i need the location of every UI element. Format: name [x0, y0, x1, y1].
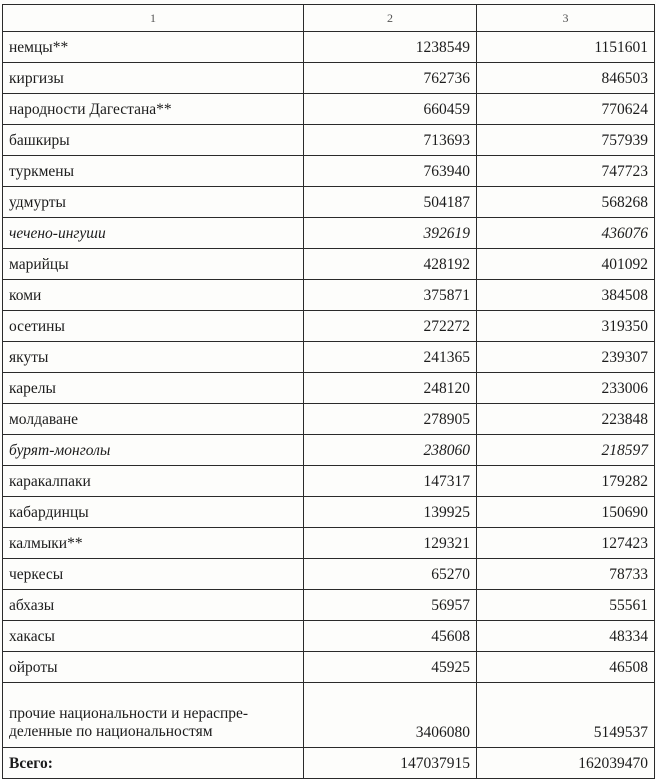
- table-row: [3, 249, 655, 280]
- row-value-col3: 55561: [477, 590, 655, 621]
- header-row: [3, 5, 655, 32]
- table-row: [3, 63, 655, 94]
- row-value-col3: 218597: [477, 435, 655, 466]
- table-row: [3, 528, 655, 559]
- row-name: ойроты: [3, 652, 304, 683]
- table-row: [3, 435, 655, 466]
- row-value-col3: 770624: [477, 94, 655, 125]
- row-name: кабардинцы: [3, 497, 304, 528]
- table-row-total: [3, 748, 655, 779]
- table-row: [3, 94, 655, 125]
- row-name: немцы**: [3, 32, 304, 63]
- row-value-col2: 763940: [304, 156, 477, 187]
- table-row: [3, 652, 655, 683]
- table-body: [3, 32, 655, 779]
- row-value-col2: 762736: [304, 63, 477, 94]
- row-name: чечено-ингуши: [3, 218, 304, 249]
- row-value-col2: 660459: [304, 94, 477, 125]
- row-name: каракалпаки: [3, 466, 304, 497]
- row-value-col2: 1238549: [304, 32, 477, 63]
- row-name: черкесы: [3, 559, 304, 590]
- row-value-col3: 46508: [477, 652, 655, 683]
- row-value-col3: 78733: [477, 559, 655, 590]
- row-value-col3: 319350: [477, 311, 655, 342]
- row-value-col2: 504187: [304, 187, 477, 218]
- table-row: [3, 497, 655, 528]
- row-value-col3: 401092: [477, 249, 655, 280]
- table-row: [3, 32, 655, 63]
- row-value-col2: 238060: [304, 435, 477, 466]
- table-row: [3, 187, 655, 218]
- header-col-1: 1: [3, 5, 304, 32]
- row-name: калмыки**: [3, 528, 304, 559]
- row-value-col2: 248120: [304, 373, 477, 404]
- row-value-col2: 56957: [304, 590, 477, 621]
- row-value-col2: 278905: [304, 404, 477, 435]
- row-value-col3: 384508: [477, 280, 655, 311]
- row-name: хакасы: [3, 621, 304, 652]
- row-value-col2: 147317: [304, 466, 477, 497]
- table-row: [3, 466, 655, 497]
- row-value-col3: 127423: [477, 528, 655, 559]
- row-name: башкиры: [3, 125, 304, 156]
- table-row: [3, 311, 655, 342]
- total-value-col2: 147037915: [304, 748, 477, 779]
- table-row: [3, 590, 655, 621]
- total-value-col3: 162039470: [477, 748, 655, 779]
- row-name: прочие национальности и нераспре-деленные по национальностям: [3, 683, 304, 748]
- row-value-col2: 241365: [304, 342, 477, 373]
- row-name: карелы: [3, 373, 304, 404]
- row-value-col2: 375871: [304, 280, 477, 311]
- table-row: [3, 218, 655, 249]
- table-row: [3, 156, 655, 187]
- table-row-other: [3, 683, 655, 748]
- table-row: [3, 373, 655, 404]
- nationality-table: [2, 4, 655, 779]
- row-value-col2: 129321: [304, 528, 477, 559]
- row-value-col3: 233006: [477, 373, 655, 404]
- row-value-col3: 436076: [477, 218, 655, 249]
- header-col-2: 2: [304, 5, 477, 32]
- row-value-col3: 150690: [477, 497, 655, 528]
- row-value-col3: 239307: [477, 342, 655, 373]
- total-label: Всего:: [3, 748, 304, 779]
- row-name: якуты: [3, 342, 304, 373]
- row-name: удмурты: [3, 187, 304, 218]
- row-value-col2: 713693: [304, 125, 477, 156]
- row-name: туркмены: [3, 156, 304, 187]
- table-row: [3, 559, 655, 590]
- row-value-col3: 757939: [477, 125, 655, 156]
- row-name: киргизы: [3, 63, 304, 94]
- row-value-col2: 428192: [304, 249, 477, 280]
- row-value-col3: 5149537: [477, 683, 655, 748]
- table-row: [3, 280, 655, 311]
- header-col-3: 3: [477, 5, 655, 32]
- row-value-col2: 3406080: [304, 683, 477, 748]
- row-name: осетины: [3, 311, 304, 342]
- row-value-col2: 65270: [304, 559, 477, 590]
- table-row: [3, 342, 655, 373]
- row-value-col2: 139925: [304, 497, 477, 528]
- row-name: абхазы: [3, 590, 304, 621]
- row-name: молдаване: [3, 404, 304, 435]
- row-name: бурят-монголы: [3, 435, 304, 466]
- row-value-col2: 392619: [304, 218, 477, 249]
- row-name: народности Дагестана**: [3, 94, 304, 125]
- row-value-col3: 747723: [477, 156, 655, 187]
- row-value-col3: 179282: [477, 466, 655, 497]
- row-value-col2: 272272: [304, 311, 477, 342]
- row-value-col3: 846503: [477, 63, 655, 94]
- table-row: [3, 404, 655, 435]
- row-value-col2: 45925: [304, 652, 477, 683]
- row-value-col2: 45608: [304, 621, 477, 652]
- row-name: марийцы: [3, 249, 304, 280]
- row-value-col3: 223848: [477, 404, 655, 435]
- row-value-col3: 48334: [477, 621, 655, 652]
- row-value-col3: 568268: [477, 187, 655, 218]
- row-value-col3: 1151601: [477, 32, 655, 63]
- table-row: [3, 621, 655, 652]
- row-name: коми: [3, 280, 304, 311]
- table-row: [3, 125, 655, 156]
